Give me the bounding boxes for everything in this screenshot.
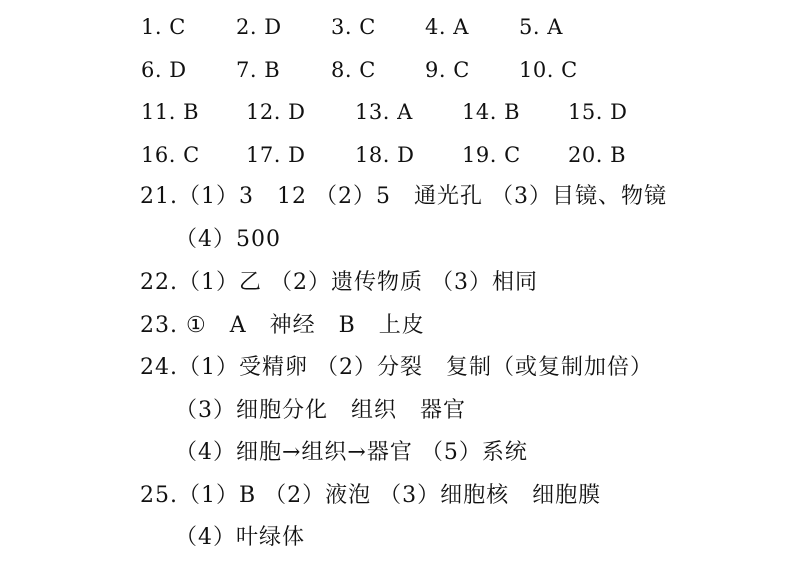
question-25 xyxy=(0,476,794,516)
answer-line: （4）叶绿体 xyxy=(175,525,305,550)
question-21 xyxy=(0,177,794,217)
question-24-continued xyxy=(0,433,794,473)
answer-item: 12. D xyxy=(246,100,306,124)
answer-row-1-5 xyxy=(0,7,794,47)
question-23 xyxy=(0,306,794,346)
question-24 xyxy=(0,348,794,388)
question-24-continued xyxy=(0,391,794,431)
answer-line: （3）细胞分化 组织 器官 xyxy=(175,398,466,423)
answer-line: （4）500 xyxy=(175,227,281,252)
answer-item: 18. D xyxy=(355,143,415,167)
answer-item: 13. A xyxy=(355,100,413,124)
answer-item: 20. B xyxy=(568,143,627,167)
answer-item: 2. D xyxy=(236,15,282,39)
answer-row-11-15 xyxy=(0,92,794,132)
answer-item: 4. A xyxy=(425,15,469,39)
answer-line: 21.（1）3 12 （2）5 通光孔 （3）目镜、物镜 xyxy=(140,184,667,209)
answer-item: 19. C xyxy=(462,143,521,167)
answer-line: 23. ① A 神经 B 上皮 xyxy=(140,313,425,338)
answer-item: 7. B xyxy=(236,58,281,82)
answer-row-16-20 xyxy=(0,135,794,175)
question-25-continued xyxy=(0,518,794,558)
answer-item: 14. B xyxy=(462,100,521,124)
answer-line: 22.（1）乙 （2）遗传物质 （3）相同 xyxy=(140,270,538,295)
answer-line: 25.（1）B （2）液泡 （3）细胞核 细胞膜 xyxy=(140,483,602,508)
answer-line: （4）细胞→组织→器官 （5）系统 xyxy=(175,440,528,465)
answer-line: 24.（1）受精卵 （2）分裂 复制（或复制加倍） xyxy=(140,355,653,380)
answer-item: 11. B xyxy=(141,100,200,124)
answer-item: 15. D xyxy=(568,100,628,124)
answer-item: 8. C xyxy=(331,58,376,82)
answer-row-6-10 xyxy=(0,50,794,90)
answer-item: 10. C xyxy=(519,58,578,82)
question-21-continued xyxy=(0,220,794,260)
answer-item: 5. A xyxy=(519,15,563,39)
answer-item: 1. C xyxy=(141,15,186,39)
question-22 xyxy=(0,263,794,303)
answer-item: 17. D xyxy=(246,143,306,167)
answer-item: 9. C xyxy=(425,58,470,82)
answer-item: 3. C xyxy=(331,15,376,39)
answer-item: 6. D xyxy=(141,58,187,82)
answer-item: 16. C xyxy=(141,143,200,167)
